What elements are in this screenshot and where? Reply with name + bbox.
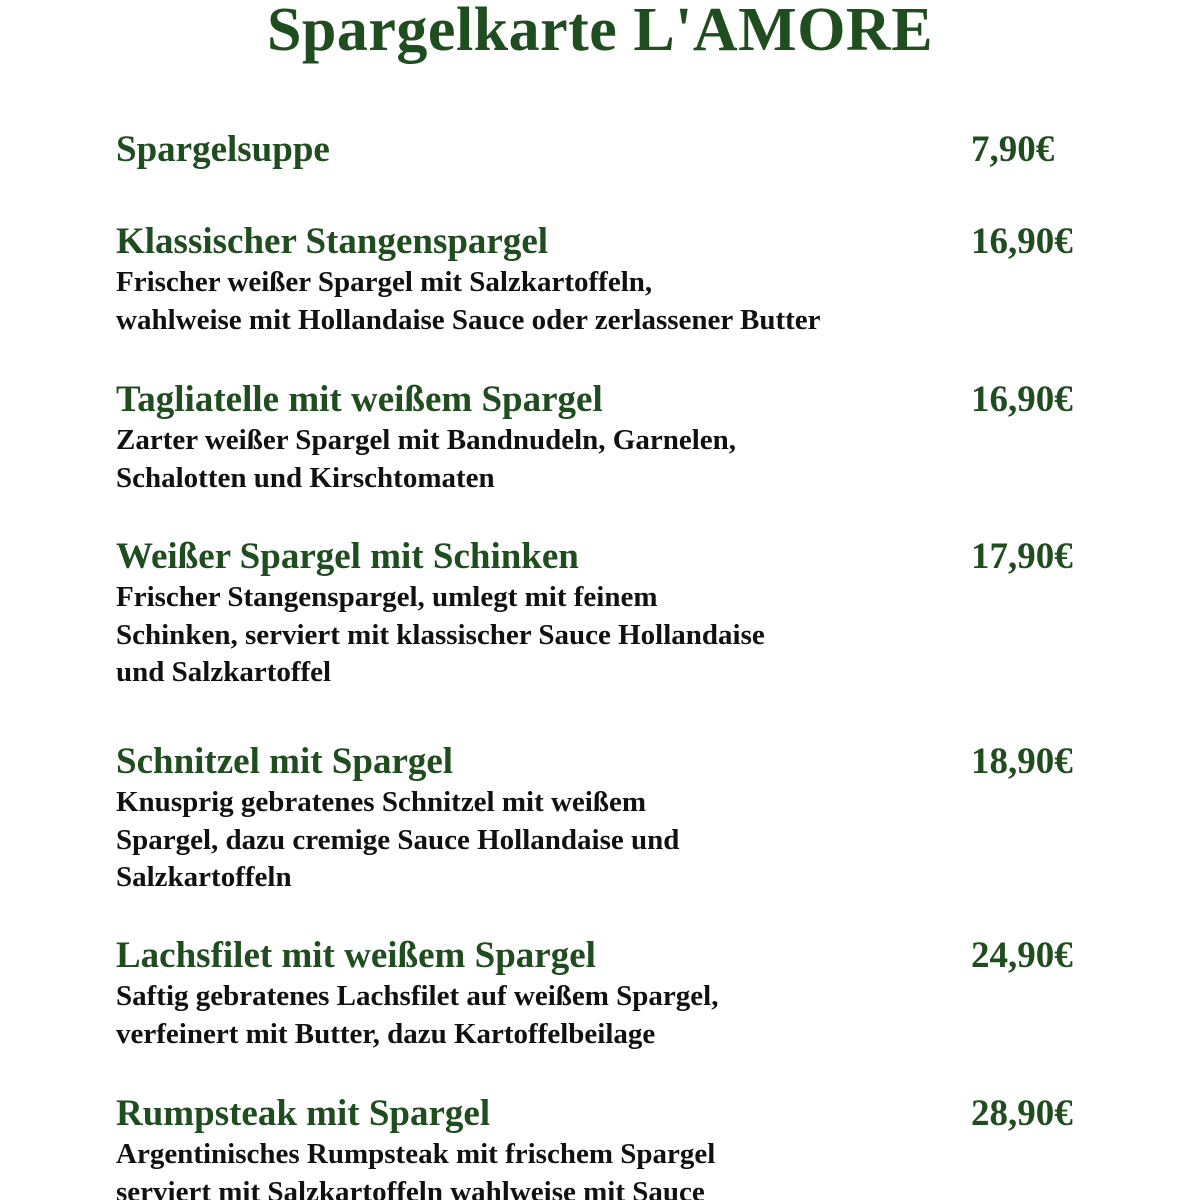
description-line: verfeinert mit Butter, dazu Kartoffelbeilage	[116, 1017, 656, 1050]
menu-item-price: 18,90€	[971, 741, 1073, 782]
menu-item-price: 7,90€	[971, 129, 1055, 170]
menu-item-name: Schnitzel mit Spargel	[116, 741, 454, 782]
menu-item-name: Klassischer Stangenspargel	[116, 221, 549, 262]
menu-item-description	[116, 978, 976, 1053]
description-line: und Salzkartoffel	[116, 656, 332, 688]
menu-item-price: 24,90€	[971, 935, 1073, 976]
menu-item-name: Rumpsteak mit Spargel	[116, 1093, 491, 1134]
description-line: Schalotten und Kirschtomaten	[116, 461, 495, 494]
menu-item-description	[116, 1136, 976, 1200]
menu-item-description	[116, 264, 976, 339]
description-line: Frischer weißer Spargel mit Salzkartoffeln,	[116, 266, 653, 298]
menu-item-price: 16,90€	[971, 379, 1073, 420]
menu-item-description	[116, 422, 976, 497]
description-line: Argentinisches Rumpsteak mit frischem Spargel	[116, 1138, 716, 1170]
page-title: Spargelkarte L'AMORE	[266, 0, 934, 64]
description-line: Frischer Stangenspargel, umlegt mit feinem	[116, 581, 658, 613]
menu-item-price: 28,90€	[971, 1093, 1073, 1134]
menu-item-description	[116, 784, 976, 897]
description-line: wahlweise mit Hollandaise Sauce oder zerlassener Butter	[116, 303, 821, 336]
description-line: Spargel, dazu cremige Sauce Hollandaise und	[116, 823, 680, 856]
description-line: Zarter weißer Spargel mit Bandnudeln, Garnelen,	[116, 424, 737, 456]
menu-item-name: Lachsfilet mit weißem Spargel	[116, 935, 596, 976]
menu-item-price: 16,90€	[971, 221, 1073, 262]
description-line: Knusprig gebratenes Schnitzel mit weißem	[116, 786, 647, 818]
description-line: serviert mit Salzkartoffeln wahlweise mit Sauce	[116, 1175, 705, 1200]
description-line: Schinken, serviert mit klassischer Sauce Hollandaise	[116, 618, 765, 651]
description-line: Salzkartoffeln	[116, 861, 292, 893]
menu-item-name: Weißer Spargel mit Schinken	[116, 536, 579, 577]
menu-item-description	[116, 579, 976, 692]
description-line: Saftig gebratenes Lachsfilet auf weißem Spargel,	[116, 980, 719, 1012]
menu-item-name: Tagliatelle mit weißem Spargel	[116, 379, 603, 420]
menu-item-price: 17,90€	[971, 536, 1073, 577]
menu-item-name: Spargelsuppe	[116, 129, 330, 170]
